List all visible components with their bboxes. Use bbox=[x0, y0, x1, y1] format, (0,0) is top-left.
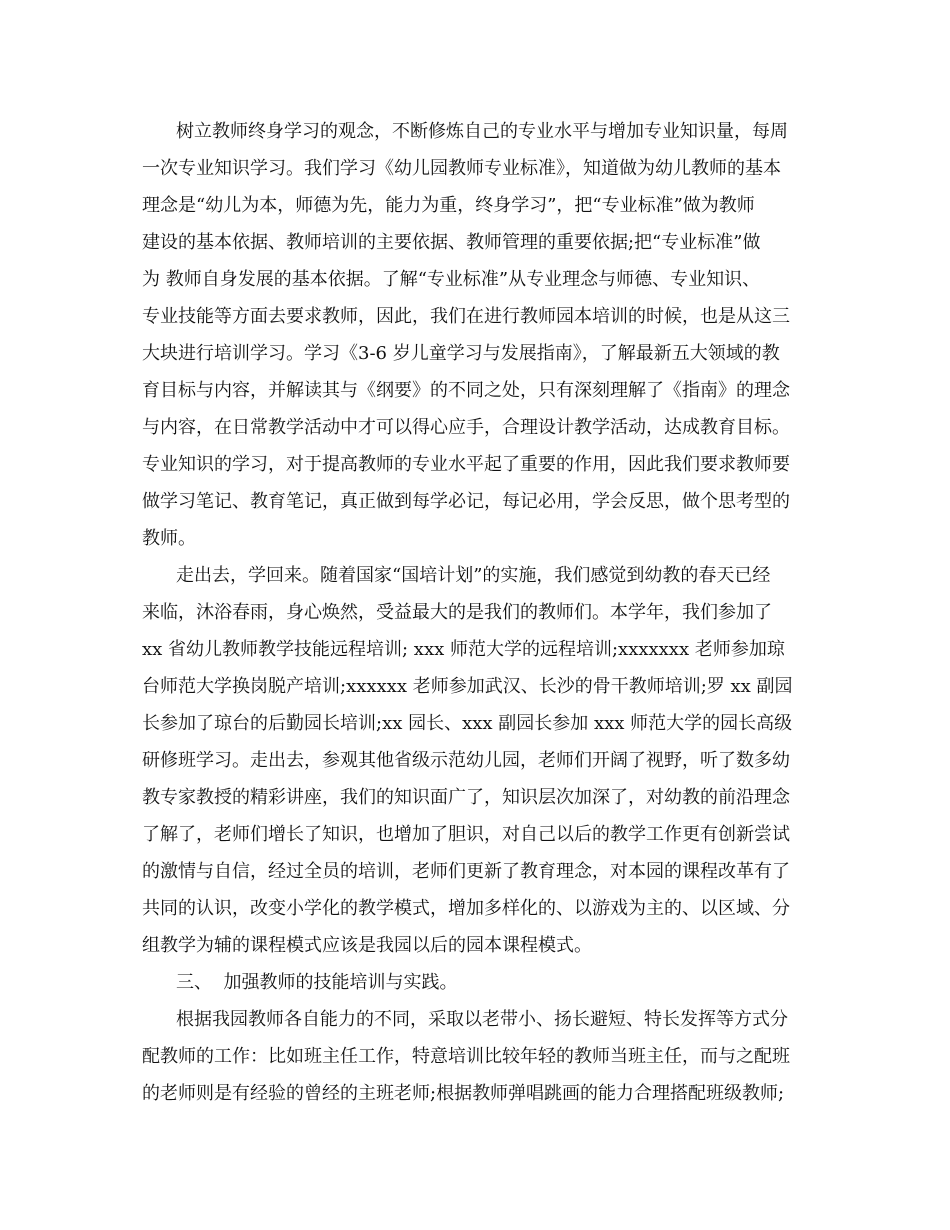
paragraph-line: 台师范大学换岗脱产培训;xxxxxx 老师参加武汉、长沙的骨干教师培训;罗 xx 副园 bbox=[142, 676, 793, 697]
paragraph-line: 做学习笔记、教育笔记，真正做到每学必记，每记必用，学会反思，做个思考型的 bbox=[142, 491, 790, 512]
paragraph-line: 与内容，在日常教学活动中才可以得心应手，合理设计教学活动，达成教育目标。 bbox=[142, 417, 790, 438]
paragraph-line: 教专家教授的精彩讲座，我们的知识面广了，知识层次加深了，对幼教的前沿理念 bbox=[142, 787, 790, 808]
paragraph-line: 教师。 bbox=[142, 528, 196, 549]
paragraph-line: 树立教师终身学习的观念，不断修炼自己的专业水平与增加专业知识量，每周 bbox=[176, 121, 788, 142]
paragraph-line: 的老师则是有经验的曾经的主班老师;根据教师弹唱跳画的能力合理搭配班级教师; bbox=[142, 1083, 785, 1104]
paragraph-line: 来临，沐浴春雨，身心焕然，受益最大的是我们的教师们。本学年，我们参加了 bbox=[142, 602, 772, 623]
paragraph-line: 育目标与内容，并解读其与《纲要》的不同之处，只有深刻理解了《指南》的理念 bbox=[142, 380, 790, 401]
paragraph-line: 为 教师自身发展的基本依据。了解“专业标准”从专业理念与师德、专业知识、 bbox=[142, 269, 761, 290]
paragraph-line: 大块进行培训学习。学习《3-6 岁儿童学习与发展指南》，了解最新五大领域的教 bbox=[142, 343, 780, 364]
paragraph-line: 一次专业知识学习。我们学习《幼儿园教师专业标准》，知道做为幼儿教师的基本 bbox=[142, 158, 781, 179]
paragraph-line: 了解了，老师们增长了知识，也增加了胆识，对自己以后的教学工作更有创新尝试 bbox=[142, 824, 790, 845]
paragraph-line: 共同的认识，改变小学化的教学模式，增加多样化的、以游戏为主的、以区域、分 bbox=[142, 898, 790, 919]
paragraph-line: 组教学为辅的课程模式应该是我园以后的园本课程模式。 bbox=[142, 935, 592, 956]
paragraph-line: 专业知识的学习，对于提高教师的专业水平起了重要的作用，因此我们要求教师要 bbox=[142, 454, 790, 475]
paragraph-line: 研修班学习。走出去，参观其他省级示范幼儿园，老师们开阔了视野，听了数多幼 bbox=[142, 750, 790, 771]
section-heading: 三、 加强教师的技能培训与实践。 bbox=[176, 972, 458, 993]
paragraph-line: 配教师的工作：比如班主任工作，特意培训比较年轻的教师当班主任，而与之配班 bbox=[142, 1046, 790, 1067]
paragraph-line: 理念是“幼儿为本，师德为先，能力为重，终身学习”，把“专业标准”做为教师 bbox=[142, 195, 755, 216]
paragraph-line: 建设的基本依据、教师培训的主要依据、教师管理的重要依据;把“专业标准”做 bbox=[142, 232, 761, 253]
paragraph-line: 的激情与自信，经过全员的培训，老师们更新了教育理念，对本园的课程改革有了 bbox=[142, 861, 790, 882]
paragraph-line: xx 省幼儿教师教学技能远程培训; xxx 师范大学的远程培训;xxxxxxx 老师参加琼 bbox=[142, 639, 785, 660]
paragraph-line: 根据我园教师各自能力的不同，采取以老带小、扬长避短、特长发挥等方式分 bbox=[176, 1009, 788, 1030]
paragraph-line: 专业技能等方面去要求教师，因此，我们在进行教师园本培训的时候，也是从这三 bbox=[142, 306, 790, 327]
paragraph-line: 长参加了琼台的后勤园长培训;xx 园长、xxx 副园长参加 xxx 师范大学的园长高级 bbox=[142, 713, 793, 734]
paragraph-line: 走出去，学回来。随着国家“国培计划”的实施，我们感觉到幼教的春天已经 bbox=[176, 565, 771, 586]
